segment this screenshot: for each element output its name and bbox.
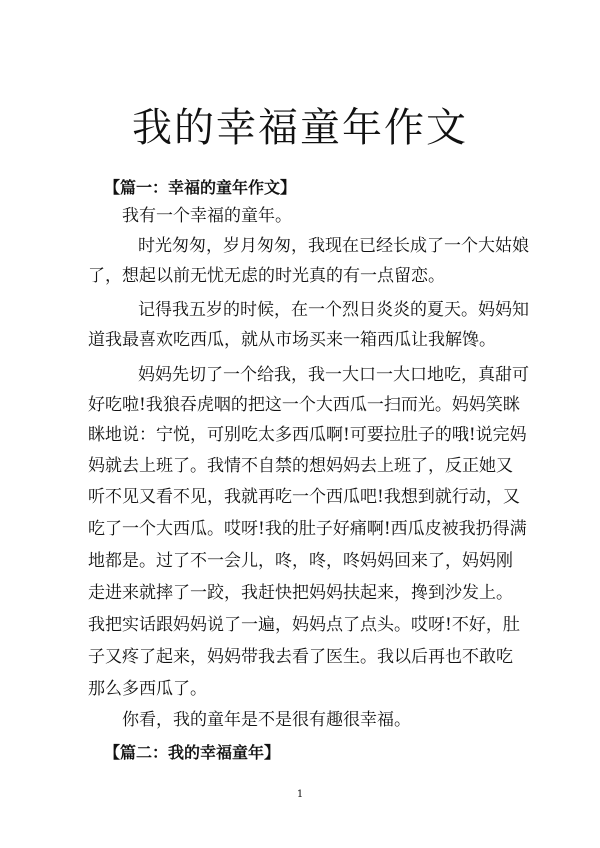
paragraph-4-line-5: 听不见又看不见，我就再吃一个西瓜吧!我想到就行动，又 bbox=[88, 487, 520, 507]
paragraph-4-line-9: 我把实话跟妈妈说了一遍，妈妈点了点头。哎呀!不好，肚 bbox=[88, 615, 520, 635]
paragraph-2-line-1: 时光匆匆，岁月匆匆，我现在已经长成了一个大姑娘 bbox=[138, 236, 529, 256]
paragraph-4-line-11: 那么多西瓜了。 bbox=[88, 679, 207, 699]
document-title: 我的幸福童年作文 bbox=[132, 105, 468, 151]
paragraph-4-line-3: 眯地说：宁悦，可别吃太多西瓜啊!可要拉肚子的哦!说完妈 bbox=[88, 425, 527, 445]
paragraph-4-line-7: 地都是。过了不一会儿，咚，咚，咚妈妈回来了，妈妈刚 bbox=[88, 551, 513, 571]
paragraph-4-line-10: 子又疼了起来，妈妈带我去看了医生。我以后再也不敢吃 bbox=[88, 647, 513, 667]
paragraph-2-line-2: 了，想起以前无忧无虑的时光真的有一点留恋。 bbox=[88, 266, 445, 286]
paragraph-4-line-6: 吃了一个大西瓜。哎呀!我的肚子好痛啊!西瓜皮被我扔得满 bbox=[88, 519, 527, 539]
paragraph-5: 你看，我的童年是不是很有趣很幸福。 bbox=[122, 710, 411, 730]
paragraph-4-line-8: 走进来就摔了一跤，我赶快把妈妈扶起来，搀到沙发上。 bbox=[88, 583, 513, 603]
paragraph-4-line-4: 妈就去上班了。我情不自禁的想妈妈去上班了，反正她又 bbox=[88, 456, 513, 476]
paragraph-4-line-1: 妈妈先切了一个给我，我一大口一大口地吃，真甜可 bbox=[138, 365, 529, 385]
page-number: 1 bbox=[296, 789, 304, 800]
section-heading-2: 【篇二：我的幸福童年】 bbox=[104, 743, 281, 762]
paragraph-3-line-2: 道我最喜欢吃西瓜，就从市场买来一箱西瓜让我解馋。 bbox=[88, 330, 496, 350]
paragraph-3-line-1: 记得我五岁的时候，在一个烈日炎炎的夏天。妈妈知 bbox=[138, 300, 529, 320]
paragraph-1: 我有一个幸福的童年。 bbox=[122, 206, 292, 226]
section-heading-1: 【篇一：幸福的童年作文】 bbox=[104, 178, 297, 197]
paragraph-4-line-2: 好吃啦!我狼吞虎咽的把这一个大西瓜一扫而光。妈妈笑眯 bbox=[88, 395, 520, 415]
